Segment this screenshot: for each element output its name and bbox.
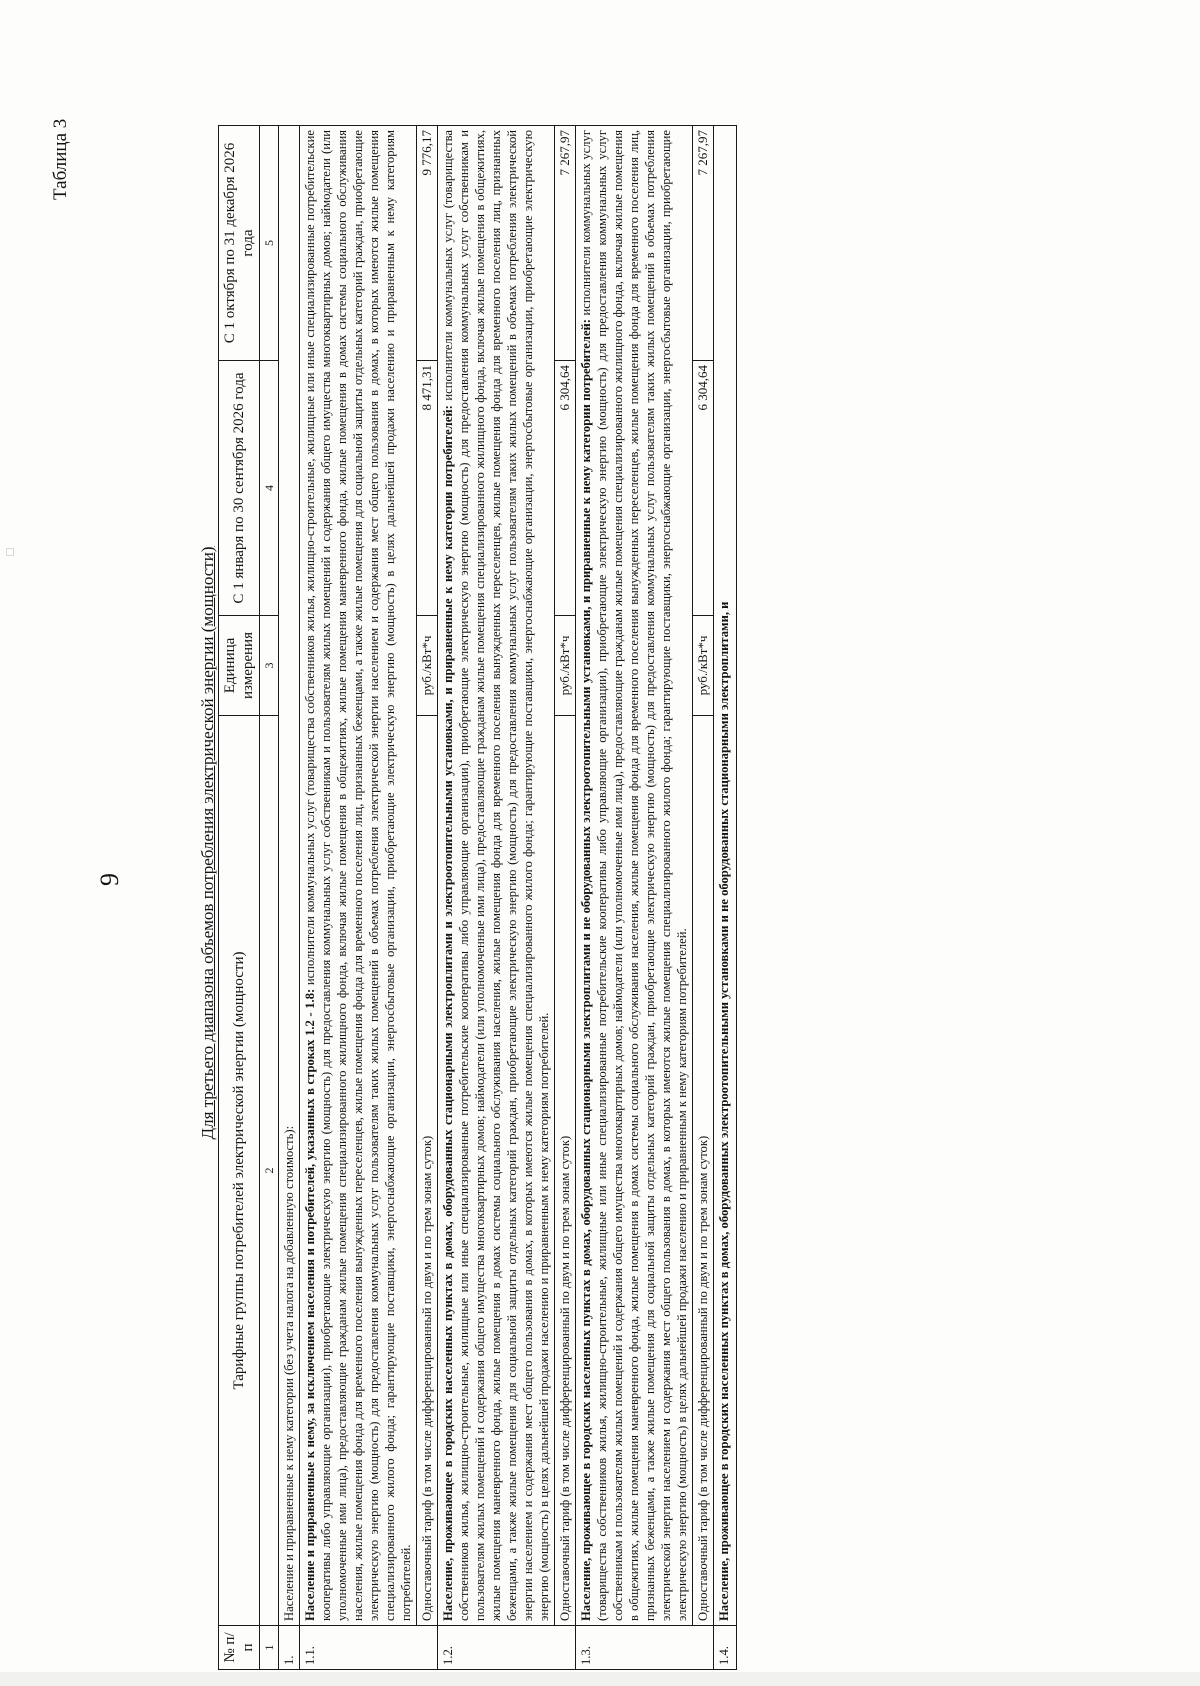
section-title: Население и приравненные к нему категории (без учета налога на добавленную стоимость): bbox=[279, 126, 300, 1626]
category-description bbox=[438, 126, 555, 1626]
category-body: исполнители коммунальных услуг (товарищества собственников жилья, жилищно-строительные, жилищные или иные специализированные потребительские кооперативы либо управляющие организации), приобретающие электрическую энергию (мощность) для предоставления коммунальных услуг собственникам и пользователям жилых помещений и содержания общего имущества многоквартирных домов; наймодатели (или уполномоченные ими лица), предоставляющие гражданам жилые помещения специализированного жилищного фонда, включая жилые помещения в общежитиях, жилые помещения маневренного фонда, жилые помещения в домах системы социального обслуживания населения, жилые помещения фонда для временного поселения вынужденных переселенцев, жилые помещения фонда для временного поселения лиц, признанных беженцами, а также жилые помещения для социальной защиты отдельных категорий граждан, приобретающие электрическую энергию (мощность) для предоставления коммунальных услуг пользователям таких жилых помещений в объемах потребления электрической энергии населением и содержания мест общего пользования в домах, в которых имеются жилые помещения специализированного жилого фонда; гарантирующие поставщики, энергоснабжающие организации, энергосбытовые организации, приобретающие электрическую энергию (мощность) в целях дальнейшей продажи населению и приравненным к нему категориям потребителей. bbox=[579, 130, 689, 1621]
index-cell: 2 bbox=[260, 716, 279, 1626]
row-number: 1.2. bbox=[438, 1626, 576, 1670]
tariff-row bbox=[555, 126, 576, 1670]
tariff-value-period-1: 6 304,64 bbox=[693, 361, 714, 616]
index-cell: 4 bbox=[260, 361, 279, 616]
category-description bbox=[714, 126, 737, 1626]
header-row bbox=[219, 126, 260, 1670]
section-row bbox=[279, 126, 300, 1670]
tariff-table bbox=[218, 125, 737, 1670]
tariff-value-period-2: 9 776,17 bbox=[417, 126, 438, 361]
tariff-row bbox=[417, 126, 438, 1670]
tariff-unit: руб./кВт*ч bbox=[693, 616, 714, 716]
category-title: Население, проживающее в городских населенных пунктах в домах, оборудованных электроотопительными установками и не оборудованных стационарными электроплитами, и bbox=[717, 601, 731, 1621]
header-unit: Единица измерения bbox=[219, 616, 260, 716]
tariff-label: Одноставочный тариф (в том числе дифференцированный по двум и по трем зонам суток) bbox=[417, 716, 438, 1626]
header-tariff-groups: Тарифные группы потребителей электрической энергии (мощности) bbox=[219, 716, 260, 1626]
row-number: 1.4. bbox=[714, 1626, 737, 1670]
tariff-label: Одноставочный тариф (в том числе дифференцированный по двум и по трем зонам суток) bbox=[555, 716, 576, 1626]
category-description bbox=[576, 126, 693, 1626]
category-row bbox=[576, 126, 693, 1670]
table-reference: Таблица 3 bbox=[50, 118, 71, 200]
tariff-value-period-2: 7 267,97 bbox=[555, 126, 576, 361]
index-cell: 3 bbox=[260, 616, 279, 716]
category-body: исполнители коммунальных услуг (товарищества собственников жилья, жилищно-строительные, жилищные или иные специализированные потребительские кооперативы либо управляющие организации), приобретающие электрическую энергию (мощность) для предоставления коммунальных услуг собственникам и пользователям жилых помещений и содержания общего имущества многоквартирных домов; наймодатели (или уполномоченные ими лица), предоставляющие гражданам жилые помещения специализированного жилищного фонда, включая жилые помещения в общежитиях, жилые помещения маневренного фонда, жилые помещения в домах системы социального обслуживания населения, жилые помещения фонда для временного поселения вынужденных переселенцев, жилые помещения фонда для временного поселения лиц, признанных беженцами, а также жилые помещения для социальной защиты отдельных категорий граждан, приобретающие электрическую энергию (мощность) для предоставления коммунальных услуг пользователям таких жилых помещений в объемах потребления электрической энергии населением и содержания мест общего пользования в домах, в которых имеются жилые помещения специализированного жилого фонда; гарантирующие поставщики, энергоснабжающие организации, энергосбытовые организации, приобретающие электрическую энергию (мощность) в целях дальнейшей продажи населению и приравненным к нему категориям потребителей. bbox=[441, 129, 551, 1621]
index-cell: 1 bbox=[260, 1626, 279, 1670]
tariff-unit: руб./кВт*ч bbox=[555, 616, 576, 716]
row-number: 1.1. bbox=[300, 1626, 438, 1670]
category-description bbox=[300, 126, 417, 1626]
row-number: 1. bbox=[279, 1626, 300, 1670]
category-row bbox=[300, 126, 417, 1670]
tariff-value-period-1: 8 471,31 bbox=[417, 361, 438, 616]
category-title: Население и приравненные к нему, за исключением населения и потребителей, указанных в строках 1.2 - 1.8: bbox=[303, 988, 317, 1621]
category-title: Население, проживающее в городских населенных пунктах в домах, оборудованных стационарными электроплитами и не оборудованных электроотопительными установками, и приравненные к нему категории потребителей: bbox=[579, 319, 593, 1621]
tariff-unit: руб./кВт*ч bbox=[417, 616, 438, 716]
tariff-value-period-1: 6 304,64 bbox=[555, 361, 576, 616]
tariff-row bbox=[693, 126, 714, 1670]
category-body: исполнители коммунальных услуг (товарищества собственников жилья, жилищно-строительные, жилищные или иные специализированные потребительские кооперативы либо управляющие организации), приобретающие электрическую энергию (мощность) для предоставления коммунальных услуг собственникам и пользователям жилых помещений и содержания общего имущества многоквартирных домов; наймодатели (или уполномоченные ими лица), предоставляющие гражданам жилые помещения специализированного жилищного фонда, включая жилые помещения в общежитиях, жилые помещения маневренного фонда, жилые помещения в домах системы социального обслуживания населения, жилые помещения фонда для временного поселения вынужденных переселенцев, жилые помещения фонда для временного поселения лиц, признанных беженцами, а также жилые помещения для социальной защиты отдельных категорий граждан, приобретающие электрическую энергию (мощность) для предоставления коммунальных услуг пользователям таких жилых помещений в объемах потребления электрической энергии населением и содержания мест общего пользования в домах, в которых имеются жилые помещения специализированного жилого фонда; гарантирующие поставщики, энергоснабжающие организации, энергосбытовые организации, приобретающие электрическую энергию (мощность) в целях дальнейшей продажи населению и приравненным к нему категориям потребителей. bbox=[303, 130, 413, 1621]
category-row bbox=[714, 126, 737, 1670]
header-period-2: С 1 октября по 31 декабря 2026 года bbox=[219, 126, 260, 361]
tariff-label: Одноставочный тариф (в том числе дифференцированный по двум и по трем зонам суток) bbox=[693, 716, 714, 1626]
row-number: 1.3. bbox=[576, 1626, 714, 1670]
header-number: № п/п bbox=[219, 1626, 260, 1670]
page-number: 9 bbox=[95, 873, 124, 886]
category-title: Население, проживающее в городских населенных пунктах в домах, оборудованных стационарными электроплитами и электроотопительными установками, и приравненные к нему категории потребителей: bbox=[441, 405, 455, 1621]
category-row bbox=[438, 126, 555, 1670]
index-row bbox=[260, 126, 279, 1670]
index-cell: 5 bbox=[260, 126, 279, 361]
header-period-1: С 1 января по 30 сентября 2026 года bbox=[219, 361, 260, 616]
tariff-value-period-2: 7 267,97 bbox=[693, 126, 714, 361]
table-caption: Для третьего диапазона объемов потребления электрической энергии (мощности) bbox=[198, 546, 217, 1140]
